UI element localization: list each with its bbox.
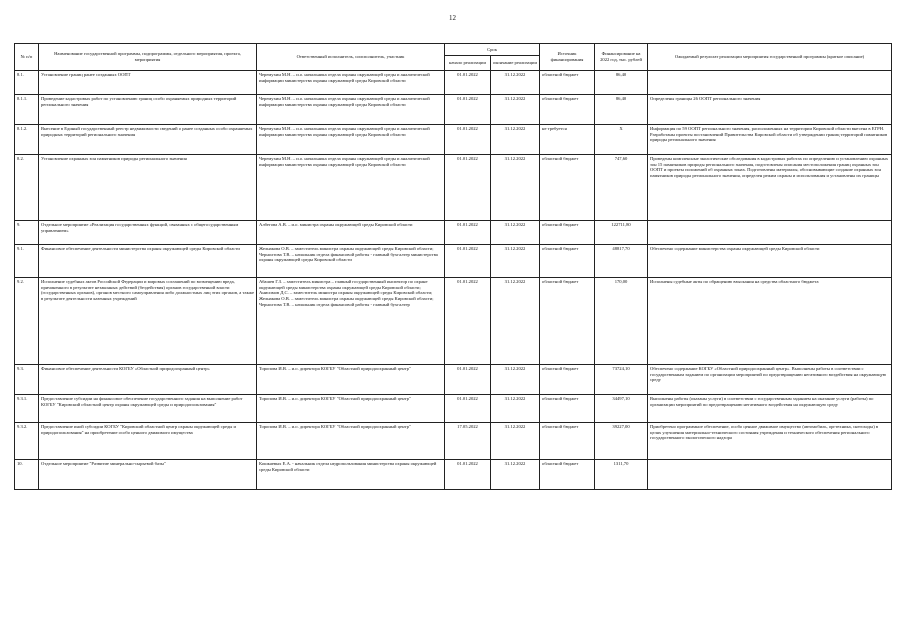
row-num: 10. [15, 460, 39, 490]
header-finance: Финансирование на 2022 год, тыс. рублей [595, 44, 648, 71]
row-num: 8.2. [15, 155, 39, 221]
header-term-start: начало реализации [445, 56, 491, 71]
row-name: Отдельное мероприятие «Реализация государственных функций, связанных с общегосударственным управлением» [39, 221, 257, 245]
row-end: 31.12.2022 [491, 155, 540, 221]
executor-line: Абашев Г.З. – заместитель министра – главный государственный инспектор по охране окружающей среды министерства охраны окружающей среды Кировской области; [259, 279, 428, 290]
row-finance: 1311,70 [595, 460, 648, 490]
executor-line: Чернолтова Т.В. – начальник отдела финансовой работы - главный бухгалтер министерства охраны окружающей среды Кировской области [259, 251, 438, 263]
row-source: областной бюджет [540, 95, 595, 125]
row-result: Обеспечено содержание министерства охраны окружающей среды Кировской области [648, 245, 892, 278]
row-result [648, 221, 892, 245]
row-num: 9.2. [15, 278, 39, 365]
executor-line: Черемухин М.Н. – и.о. начальника отдела охраны окружающей среды и аналитической информации министерства охраны окружающей среды Кировской области [259, 156, 430, 167]
row-result [648, 71, 892, 95]
row-result: Исполнены судебные акты по обращению взыскания на средства областного бюджета [648, 278, 892, 365]
table-row [15, 460, 892, 490]
row-end: 31.12.2022 [491, 125, 540, 155]
header-result: Ожидаемый результат реализации мероприятия государственной программы (краткое описание) [648, 44, 892, 71]
row-end: 31.12.2022 [491, 423, 540, 460]
executor-line: Торопова И.В. – и.о. директора КОГБУ "Областной природоохранный центр" [259, 366, 411, 371]
row-executor [257, 245, 445, 278]
row-end: 31.12.2022 [491, 71, 540, 95]
row-result: Обеспечено содержание КОГБУ «Областной природоохранный центр». Выполнены работы в соответствии с государственным заданием по организации мероприятий по предотвращению негативного воздействия на окружающую среду [648, 365, 892, 395]
row-num: 8.1.2. [15, 125, 39, 155]
row-name: Внесение в Единый государственный реестр недвижимости сведений о ранее созданных особо охраняемых природных территорий регионального значения [39, 125, 257, 155]
row-executor [257, 221, 445, 245]
executor-line: Торопова И.В. – и.о. директора КОГБУ "Областной природоохранный центр" [259, 396, 411, 401]
row-num: 9.1. [15, 245, 39, 278]
row-num: 8.1. [15, 71, 39, 95]
executor-line: Албегова А.В. – и.о. министра охраны окружающей среды Кировской области [259, 222, 413, 227]
row-finance: 747,60 [595, 155, 648, 221]
table-row [15, 365, 892, 395]
row-name: Финансовое обеспечение деятельности министерства охраны окружающей среды Кировской области [39, 245, 257, 278]
row-start: 01.01.2022 [445, 460, 491, 490]
executor-line: Чернолтова Т.В. – начальник отдела финансовой работы - главный бухгалтер [259, 301, 410, 307]
row-num: 8.1.1. [15, 95, 39, 125]
row-finance: 73724,10 [595, 365, 648, 395]
executor-line: Черемухин М.Н. – и.о. начальника отдела охраны окружающей среды и аналитической информации министерства охраны окружающей среды Кировской области [259, 96, 430, 107]
row-finance: 86,40 [595, 71, 648, 95]
row-executor [257, 395, 445, 423]
row-result: Выполнены работы (оказаны услуги) в соответствии с государственным заданием на оказание услуги (работы) по организации мероприятий по предотвращению негативного воздействия на окружающую среду [648, 395, 892, 423]
row-end: 31.12.2022 [491, 245, 540, 278]
row-source: областной бюджет [540, 278, 595, 365]
row-start: 01.01.2022 [445, 71, 491, 95]
row-end: 31.12.2022 [491, 365, 540, 395]
row-finance: 86,40 [595, 95, 648, 125]
row-start: 01.01.2022 [445, 221, 491, 245]
row-start: 01.01.2022 [445, 125, 491, 155]
row-num: 9.3.1. [15, 395, 39, 423]
row-name: Предоставление иной субсидии КОГБУ "Кировский областной центр охраны окружающей среды и природопользования" на приобретение особо ценного движимого имущества [39, 423, 257, 460]
row-source: областной бюджет [540, 460, 595, 490]
row-start: 01.01.2022 [445, 365, 491, 395]
row-name: Установление охранных зон памятников природы регионального значения [39, 155, 257, 221]
row-result [648, 460, 892, 490]
header-source: Источник финансирования [540, 44, 595, 71]
executor-line: Желнакова О.В. – заместитель министра охраны окружающей среды Кировской области; [259, 296, 434, 302]
row-source: областной бюджет [540, 365, 595, 395]
row-executor [257, 155, 445, 221]
row-finance: 170,00 [595, 278, 648, 365]
row-source: областной бюджет [540, 221, 595, 245]
row-executor [257, 71, 445, 95]
row-executor [257, 365, 445, 395]
row-name: Проведение кадастровых работ по установлению границ особо охраняемых природных территорий регионального значения [39, 95, 257, 125]
row-executor [257, 278, 445, 365]
row-result: Информация по 59 ООПТ регионального значения, расположенных на территории Кировской области внесена в ЕГРН. Разработаны проекты постановлений Правительства Кировской области об утверждении границ территорий памятников природы регионального значения [648, 125, 892, 155]
row-name: Отдельное мероприятие "Развитие минерально-сырьевой базы" [39, 460, 257, 490]
row-finance: Х [595, 125, 648, 155]
row-result: Проведены комплексные экологические обследования в кадастровых работах по определению и установлению охранных зон 15 памятников природы регионального значения, подготовлены описания местоположения границ охранных зон ООПТ и проекты положений об охранных зонах. Подготовлены материалы, обосновывающие создание охранных зон памятников природы регионального значения, определен режим охраны и использования и установлены их границы [648, 155, 892, 221]
row-source: областной бюджет [540, 71, 595, 95]
row-source: областной бюджет [540, 423, 595, 460]
table-row [15, 245, 892, 278]
row-end: 31.12.2022 [491, 278, 540, 365]
header-term-end: окончание реализации [491, 56, 540, 71]
row-num: 9. [15, 221, 39, 245]
row-source: не требуется [540, 125, 595, 155]
row-start: 01.01.2022 [445, 278, 491, 365]
row-start: 17.05.2022 [445, 423, 491, 460]
row-executor [257, 460, 445, 490]
table-row [15, 95, 892, 125]
row-name: Установление границ ранее созданных ООПТ [39, 71, 257, 95]
row-start: 01.01.2022 [445, 155, 491, 221]
table-row [15, 221, 892, 245]
row-executor [257, 423, 445, 460]
row-num: 9.3. [15, 365, 39, 395]
row-start: 01.01.2022 [445, 395, 491, 423]
executor-line: Черемухин М.Н. – и.о. начальника отдела охраны окружающей среды и аналитической информации министерства охраны окружающей среды Кировской области [259, 126, 430, 137]
header-num: № п/п [15, 44, 39, 71]
row-name: Предоставление субсидии на финансовое обеспечение государственного задания на выполнение работ КОГБУ "Кировский областной центр охраны окружающей среды и природопользования" [39, 395, 257, 423]
executor-line: Торопова И.В. – и.о. директора КОГБУ "Областной природоохранный центр" [259, 424, 411, 429]
row-executor [257, 95, 445, 125]
table-row [15, 278, 892, 365]
executor-line: Желнакова О.В. – заместитель министра охраны окружающей среды Кировской области; [259, 246, 434, 251]
row-source: областной бюджет [540, 155, 595, 221]
row-result: Приобретено программное обеспечение, особо ценное движимое имущество (автомобиль, оргтехника, снегоходы) в целях улучшения материально-технического состояния учреждения и технического обеспечения регионального государственного экологического надзора [648, 423, 892, 460]
executor-line: Анисимов Д.С. – заместитель министра охраны окружающей среды Кировской области; [259, 290, 433, 296]
table-row [15, 125, 892, 155]
row-finance: 34497,10 [595, 395, 648, 423]
executor-line: Кошкаевых Е.А. - начальник отдела недропользования министерства охраны окружающей среды Кировской области [259, 461, 437, 472]
page-number: 12 [449, 14, 456, 22]
row-result: Определены границы 26 ООПТ регионального значения [648, 95, 892, 125]
row-name: Исполнение судебных актов Российской Федерации и мировых соглашений по возмещению вреда, причиненного в результате незаконных действий (бездействия) органов государственной власти (государственных органов), органов местного самоуправления либо должностных лиц этих органов, а также в результате деятельности казенных учреждений [39, 278, 257, 365]
table-row [15, 423, 892, 460]
row-source: областной бюджет [540, 395, 595, 423]
program-table [14, 43, 892, 490]
header-name: Наименование государственной программы, подпрограммы, отдельного мероприятия, проекта, мероприятия [39, 44, 257, 71]
row-end: 31.12.2022 [491, 95, 540, 125]
row-name: Финансовое обеспечение деятельности КОГБУ «Областной природоохранный центр» [39, 365, 257, 395]
row-finance: 122711,80 [595, 221, 648, 245]
row-finance: 48817,70 [595, 245, 648, 278]
row-finance: 39227,00 [595, 423, 648, 460]
executor-line: Черемухин М.Н. – и.о. начальника отдела охраны окружающей среды и аналитической информации министерства охраны окружающей среды Кировской области [259, 72, 430, 83]
table-row [15, 395, 892, 423]
row-end: 31.12.2022 [491, 395, 540, 423]
table-row [15, 71, 892, 95]
row-start: 01.01.2022 [445, 95, 491, 125]
header-executor: Ответственный исполнитель, соисполнитель, участник [257, 44, 445, 71]
row-end: 31.12.2022 [491, 221, 540, 245]
row-num: 9.3.2. [15, 423, 39, 460]
table-row [15, 155, 892, 221]
row-end: 31.12.2022 [491, 460, 540, 490]
row-start: 01.01.2022 [445, 245, 491, 278]
header-term: Срок [445, 44, 540, 56]
row-source: областной бюджет [540, 245, 595, 278]
row-executor [257, 125, 445, 155]
